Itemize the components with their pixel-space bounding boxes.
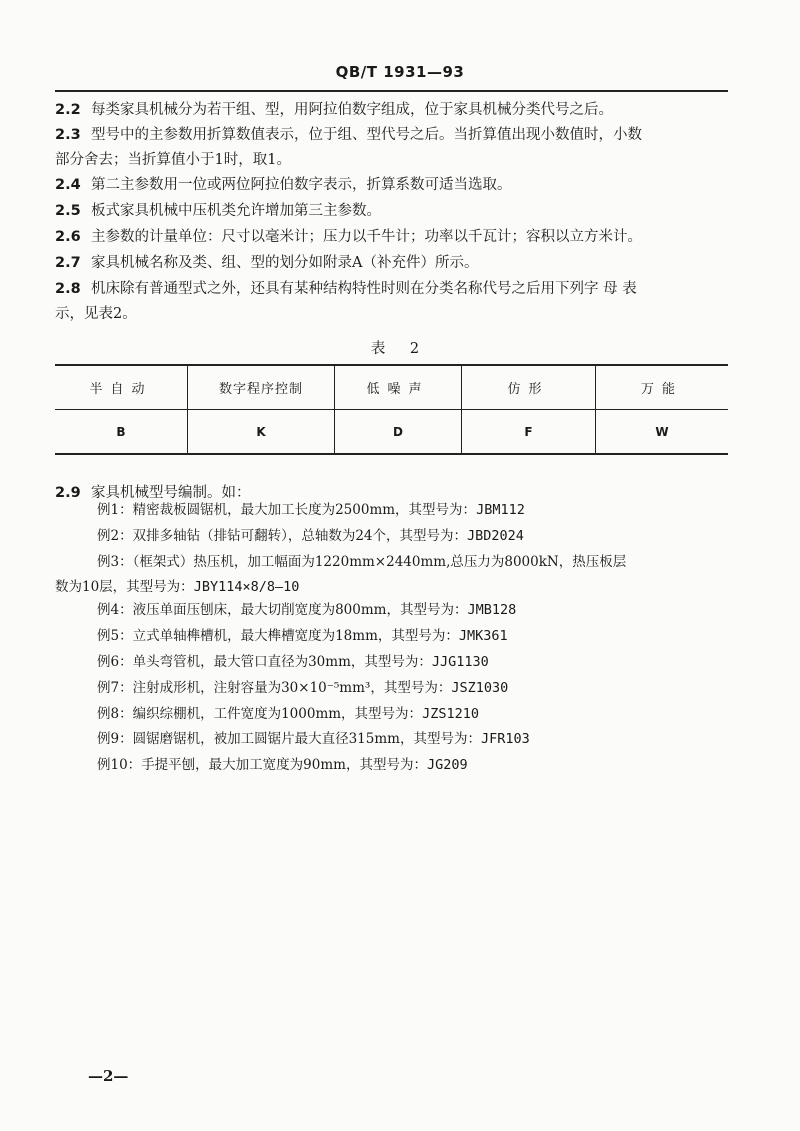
clause-text: 主参数的计量单位：尺寸以毫米计；压力以千牛计；功率以千瓦计；容积以立方米计。 bbox=[91, 229, 642, 245]
table-2 bbox=[55, 364, 728, 455]
model-code: JMB128 bbox=[467, 602, 517, 618]
clause-2-2 bbox=[55, 98, 735, 123]
clause-text: 家具机械名称及类、组、型的划分如附录A（补充件）所示。 bbox=[91, 255, 479, 271]
example-label: 例7： bbox=[97, 680, 133, 696]
header-rule bbox=[55, 90, 728, 92]
example-5 bbox=[97, 624, 747, 649]
clause-number: 2.8 bbox=[55, 281, 81, 297]
model-code: JBD2024 bbox=[467, 528, 524, 544]
clause-number: 2.6 bbox=[55, 229, 81, 245]
example-4 bbox=[97, 598, 747, 623]
example-label: 例4： bbox=[97, 602, 133, 618]
example-text: 精密裁板圆锯机，最大加工长度为2500mm，其型号为： bbox=[132, 502, 477, 518]
clause-text: 家具机械型号编制。如： bbox=[91, 485, 251, 501]
clause-2-3 bbox=[55, 123, 735, 173]
table-code-row bbox=[55, 410, 728, 455]
clause-text: 板式家具机械中压机类允许增加第三主参数。 bbox=[91, 203, 381, 219]
example-label: 例2： bbox=[97, 528, 133, 544]
clause-number: 2.7 bbox=[55, 255, 81, 271]
clause-2-6 bbox=[55, 225, 735, 250]
example-text: 圆锯磨锯机，被加工圆锯片最大直径315mm，其型号为： bbox=[132, 731, 481, 747]
table-code-cell: F bbox=[462, 410, 596, 455]
example-label: 例10： bbox=[97, 757, 142, 773]
model-code: JBY114×8/8—10 bbox=[193, 579, 300, 595]
example-label: 例1： bbox=[97, 502, 133, 518]
clause-text: 机床除有普通型式之外，还具有某种结构特性时则在分类名称代号之后用下列字 母 表 bbox=[91, 281, 637, 297]
clause-text: 第二主参数用一位或两位阿拉伯数字表示，折算系数可适当选取。 bbox=[91, 177, 512, 193]
example-text: 单头弯管机，最大管口直径为30mm，其型号为： bbox=[132, 654, 432, 670]
clause-text-continued: 部分舍去；当折算值小于1时，取1。 bbox=[55, 152, 291, 168]
model-code: JFR103 bbox=[480, 731, 530, 747]
example-text: 双排多轴钻（排钻可翻转），总轴数为24个，其型号为： bbox=[132, 528, 468, 544]
example-1 bbox=[97, 498, 747, 523]
clause-text-continued: 示，见表2。 bbox=[55, 306, 137, 322]
example-text: 注射成形机，注射容量为30×10⁻⁵mm³，其型号为： bbox=[132, 680, 452, 696]
example-3-continued bbox=[55, 575, 705, 600]
example-text: 立式单轴榫槽机，最大榫槽宽度为18mm，其型号为： bbox=[132, 628, 459, 644]
example-text: 手提平刨，最大加工宽度为90mm，其型号为： bbox=[141, 757, 427, 773]
example-label: 例9： bbox=[97, 731, 133, 747]
example-text-continued: 数为10层，其型号为： bbox=[55, 579, 194, 595]
example-3 bbox=[97, 550, 747, 575]
example-text: 液压单面压刨床，最大切削宽度为800mm，其型号为： bbox=[132, 602, 468, 618]
clause-2-5 bbox=[55, 199, 735, 224]
model-code: JZS1210 bbox=[422, 706, 479, 722]
table-2-caption: 表 2 bbox=[370, 341, 430, 357]
clause-text: 型号中的主参数用折算数值表示，位于组、型代号之后。当折算值出现小数值时，小数 bbox=[91, 127, 642, 143]
example-label: 例5： bbox=[97, 628, 133, 644]
table-code-cell: D bbox=[335, 410, 462, 455]
table-header-cell: 半自动 bbox=[55, 365, 188, 410]
table-header-cell: 低噪声 bbox=[335, 365, 462, 410]
clause-2-8 bbox=[55, 277, 735, 327]
example-2 bbox=[97, 524, 747, 549]
standard-code-header: QB/T 1931—93 bbox=[335, 63, 465, 81]
clause-2-4 bbox=[55, 173, 735, 198]
clause-number: 2.4 bbox=[55, 177, 81, 193]
table-header-cell: 数字程序控制 bbox=[188, 365, 335, 410]
model-code: JSZ1030 bbox=[451, 680, 509, 696]
clause-number: 2.9 bbox=[55, 485, 81, 501]
page-number: —2— bbox=[88, 1067, 129, 1085]
table-code-cell: W bbox=[596, 410, 729, 455]
table-code-cell: K bbox=[188, 410, 335, 455]
clause-text: 每类家具机械分为若干组、型，用阿拉伯数字组成，位于家具机械分类代号之后。 bbox=[91, 102, 613, 118]
example-label: 例8： bbox=[97, 706, 133, 722]
example-text: （框架式）热压机，加工幅面为1220mm×2440mm,总压力为8000kN，热压板层 bbox=[132, 554, 627, 570]
model-code: JBM112 bbox=[476, 502, 525, 518]
clause-number: 2.2 bbox=[55, 102, 81, 118]
clause-number: 2.5 bbox=[55, 203, 81, 219]
example-7 bbox=[97, 676, 747, 701]
model-code: JMK361 bbox=[458, 628, 508, 644]
model-code: JG209 bbox=[426, 757, 468, 773]
table-header-cell: 万能 bbox=[596, 365, 729, 410]
table-code-cell: B bbox=[55, 410, 188, 455]
example-text: 编织综棚机，工件宽度为1000mm，其型号为： bbox=[132, 706, 423, 722]
table-header-cell: 仿形 bbox=[462, 365, 596, 410]
clause-number: 2.3 bbox=[55, 127, 81, 143]
table-header-row bbox=[55, 365, 728, 410]
example-9 bbox=[97, 727, 747, 752]
clause-2-7 bbox=[55, 251, 735, 276]
example-8 bbox=[97, 702, 747, 727]
model-code: JJG1130 bbox=[431, 654, 489, 670]
example-6 bbox=[97, 650, 747, 675]
example-label: 例6： bbox=[97, 654, 133, 670]
example-label: 例3： bbox=[97, 554, 133, 570]
example-10 bbox=[97, 753, 747, 778]
